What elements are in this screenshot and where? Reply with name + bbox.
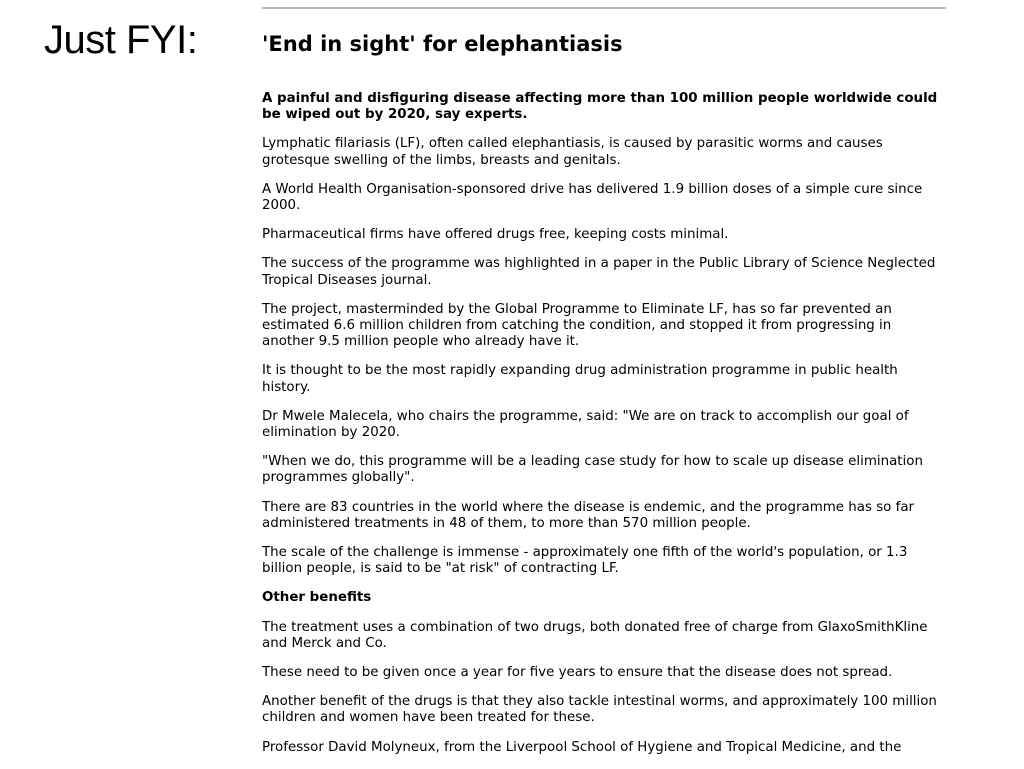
article-paragraph: The scale of the challenge is immense - approximately one fifth of the world's population, or 1.3 billion people, is said to be "at risk" of contracting LF. — [262, 545, 908, 577]
article-subheading: Other benefits — [262, 590, 372, 606]
article-paragraph: "When we do, this programme will be a leading case study for how to scale up disease elimination programmes globally". — [262, 454, 923, 486]
article-paragraph: Dr Mwele Malecela, who chairs the programme, said: "We are on track to accomplish our goal of elimination by 2020. — [262, 408, 909, 441]
article-paragraph: These need to be given once a year for five years to ensure that the disease does not spread. — [262, 665, 893, 681]
article-paragraph: Professor David Molyneux, from the Liverpool School of Hygiene and Tropical Medicine, and the — [262, 739, 902, 755]
article-paragraph: Lymphatic filariasis (LF), often called elephantiasis, is caused by parasitic worms and causes grotesque swelling of the limbs, breasts and genitals. — [262, 136, 883, 168]
article-paragraph: The treatment uses a combination of two drugs, both donated free of charge from GlaxoSmithKline and Merck and Co. — [262, 619, 928, 651]
article-paragraph: The project, masterminded by the Global Programme to Eliminate LF, has so far prevented an estimated 6.6 million children from catching the condition, and stopped it from progressing in another 9.5 million people who already have it. — [262, 301, 892, 350]
article-paragraph: Another benefit of the drugs is that they also tackle intestinal worms, and approximately 100 million children and women have been treated for these. — [262, 694, 937, 726]
article-headline: 'End in sight' for elephantiasis — [262, 32, 623, 56]
article-paragraph: Pharmaceutical firms have offered drugs free, keeping costs minimal. — [262, 227, 729, 243]
article-paragraph: The success of the programme was highlighted in a paper in the Public Library of Science Neglected Tropical Diseases journal. — [262, 256, 936, 288]
article-paragraph: There are 83 countries in the world where the disease is endemic, and the programme has so far administered treatments in 48 of them, to more than 570 million people. — [262, 499, 915, 531]
article-paragraph: A World Health Organisation-sponsored drive has delivered 1.9 billion doses of a simple cure since 2000. — [262, 181, 923, 214]
top-divider — [262, 7, 946, 9]
article-body — [262, 91, 946, 769]
article-intro: A painful and disfiguring disease affecting more than 100 million people worldwide could be wiped out by 2020, say experts. — [262, 91, 938, 123]
slide-label: Just FYI: — [44, 18, 198, 62]
article-paragraph: It is thought to be the most rapidly expanding drug administration programme in public health history. — [262, 363, 898, 395]
